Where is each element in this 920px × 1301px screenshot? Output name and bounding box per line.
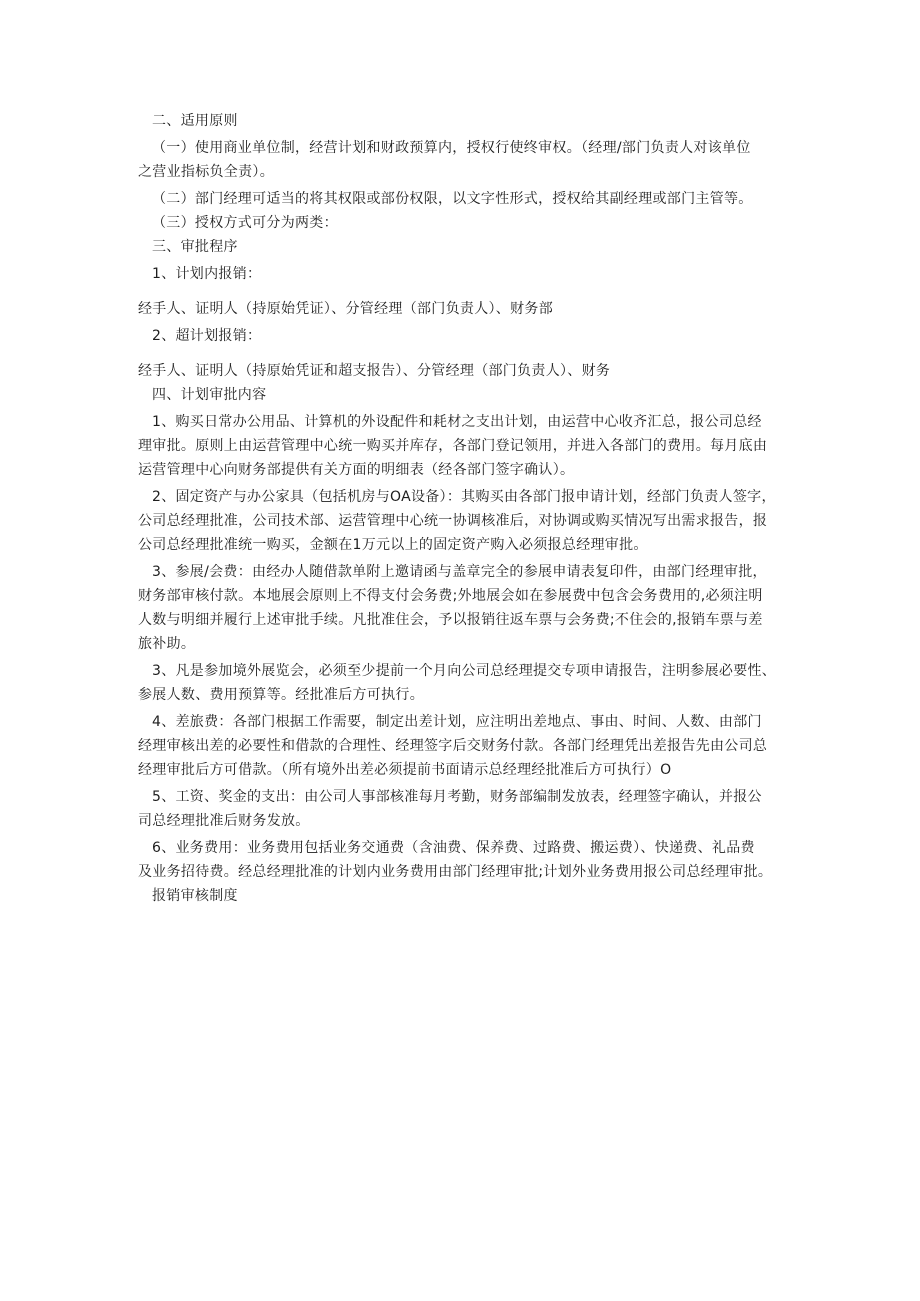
paragraph-line: 3、凡是参加境外展览会，必须至少提前一个月向公司总经理提交专项申请报告，注明参展必要性、 (152, 663, 777, 679)
subheading-line: 1、计划内报销： (152, 266, 262, 282)
paragraph-line: 2、固定资产与办公家具（包括机房与OA设备）：其购买由各部门报申请计划，经部门负责人签字， (152, 489, 776, 505)
paragraph-line: 运营管理中心向财务部提供有关方面的明细表（经各部门签字确认）。 (138, 462, 575, 478)
section-heading: 四、计划审批内容 (152, 387, 267, 403)
paragraph-line: 经理审核出差的必要性和借款的合理性、经理签字后交财务付款。各部门经理凭出差报告先由公司总 (138, 738, 768, 754)
paragraph-line: 经理审批后方可借款。（所有境外出差必须提前书面请示总经理经批准后方可执行）O (138, 762, 672, 778)
paragraph-line: 及业务招待费。经总经理批准的计划内业务费用由部门经理审批;计划外业务费用报公司总经理审批。 (138, 864, 773, 880)
section-heading: 三、审批程序 (152, 239, 238, 255)
paragraph-line: 公司总经理批准，公司技术部、运营管理中心统一协调核准后，对协调或购买情况写出需求报告，报 (138, 513, 768, 529)
paragraph-line: 理审批。原则上由运营管理中心统一购买并库存，各部门登记领用，并进入各部门的费用。每月底由 (138, 438, 768, 454)
footer-heading: 报销审核制度 (152, 888, 238, 904)
paragraph-line: 6、业务费用：业务费用包括业务交通费（含油费、保养费、过路费、搬运费）、快递费、礼品费 (152, 840, 755, 856)
paragraph-line: 经手人、证明人（持原始凭证）、分管经理（部门负责人）、财务部 (138, 301, 553, 317)
paragraph-line: 财务部审核付款。本地展会原则上不得支付会务费;外地展会如在参展费中包含会务费用的,必须注明 (138, 588, 763, 604)
paragraph-line: 1、购买日常办公用品、计算机的外设配件和耗材之支出计划，由运营中心收齐汇总，报公司总经 (152, 414, 762, 430)
paragraph-line: 3、参展/会费：由经办人随借款单附上邀请函与盖章完全的参展申请表复印件，由部门经理审批， (152, 564, 767, 580)
paragraph-line: （一）使用商业单位制，经营计划和财政预算内，授权行使终审权。（经理/部门负责人对该单位 (152, 140, 751, 156)
section-heading: 二、适用原则 (152, 113, 238, 129)
paragraph-line: 之营业指标负全责）。 (138, 164, 274, 180)
paragraph-line: 经手人、证明人（持原始凭证和超支报告）、分管经理（部门负责人）、财务 (138, 363, 611, 379)
document-body (138, 109, 788, 908)
paragraph-line: （二）部门经理可适当的将其权限或部份权限，以文字性形式，授权给其副经理或部门主管等。 (152, 191, 753, 207)
paragraph-line: 人数与明细并履行上述审批手续。凡批准住会，予以报销往返车票与会务费;不住会的,报销车票与差 (138, 612, 763, 628)
paragraph-line: 公司总经理批准统一购买，金额在1万元以上的固定资产购入必须报总经理审批。 (138, 537, 648, 553)
subheading-line: 2、超计划报销： (152, 328, 262, 344)
paragraph-line: 旅补助。 (138, 636, 196, 652)
paragraph-line: 参展人数、费用预算等。经批准后方可执行。 (138, 687, 424, 703)
paragraph-line: （三）授权方式可分为两类： (152, 215, 338, 231)
paragraph-line: 5、工资、奖金的支出：由公司人事部核准每月考勤，财务部编制发放表，经理签字确认，并报公 (152, 789, 762, 805)
paragraph-line: 4、差旅费：各部门根据工作需要，制定出差计划，应注明出差地点、事由、时间、人数、由部门 (152, 714, 762, 730)
paragraph-line: 司总经理批准后财务发放。 (138, 813, 310, 829)
